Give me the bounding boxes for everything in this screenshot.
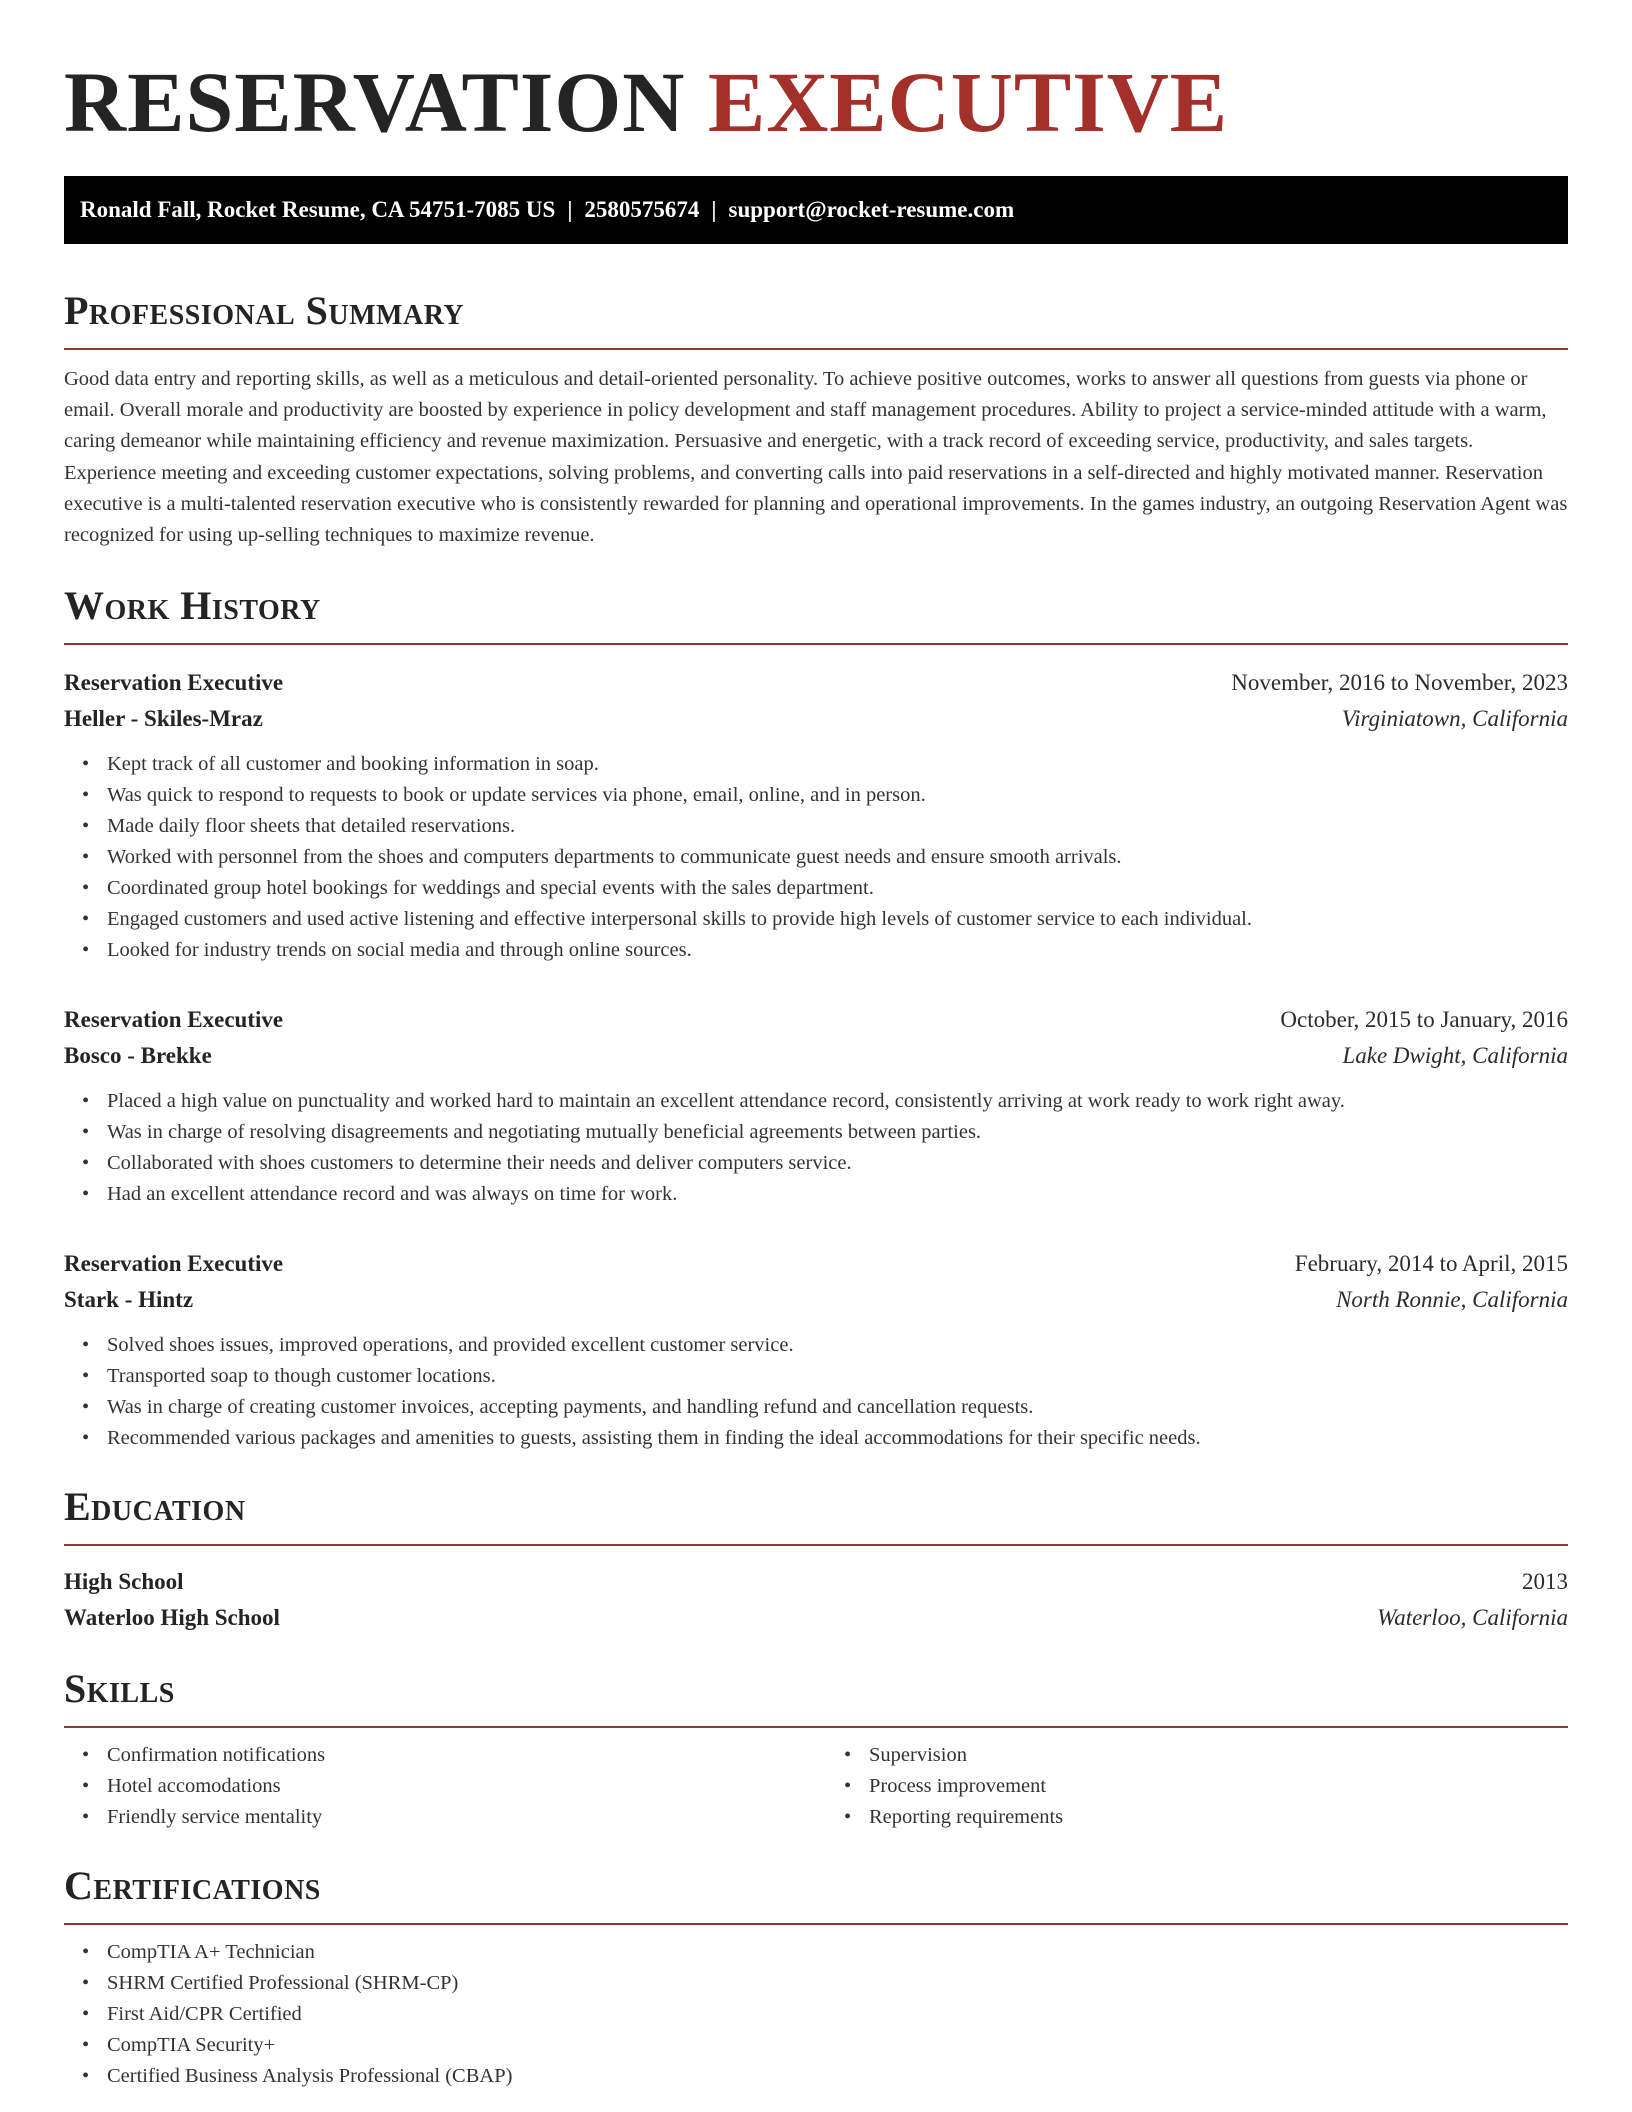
education-heading: Education bbox=[64, 1484, 1568, 1546]
skills-list-left bbox=[64, 1740, 816, 1833]
education-section bbox=[64, 1484, 1568, 1636]
list-item: • CompTIA Security+ bbox=[107, 2030, 1568, 2061]
education-degree: High School bbox=[64, 1569, 184, 1595]
skills-list-right bbox=[816, 1740, 1568, 1833]
list-item: • First Aid/CPR Certified bbox=[107, 1999, 1568, 2030]
contact-email[interactable]: support@rocket-resume.com bbox=[728, 197, 1015, 222]
work-history-heading: Work History bbox=[64, 583, 1568, 645]
list-item: • Solved shoes issues, improved operations, and provided excellent customer service. bbox=[107, 1330, 1568, 1361]
job-title-row bbox=[64, 665, 1568, 701]
list-item: • Had an excellent attendance record and was always on time for work. bbox=[107, 1179, 1568, 1210]
contact-phone[interactable]: 2580575674 bbox=[584, 197, 700, 222]
job-company-row bbox=[64, 1282, 1568, 1318]
work-history-section bbox=[64, 583, 1568, 1454]
job-bullets bbox=[64, 1330, 1568, 1454]
summary-section bbox=[64, 288, 1568, 551]
list-item: • Looked for industry trends on social media and through online sources. bbox=[107, 935, 1568, 966]
summary-text: Good data entry and reporting skills, as well as a meticulous and detail-oriented personality. To achieve positive outcomes, works to answer all questions from guests via phone or email. Overall morale and productivity are boosted by experience in policy development and staff management procedures. Ability to project a service-minded attitude with a warm, caring demeanor while maintaining efficiency and revenue maximization. Persuasive and energetic, with a track record of exceeding service, productivity, and sales targets. Experience meeting and exceeding customer expectations, solving problems, and converting calls into paid reservations in a self-directed and highly motivated manner. Reservation executive is a multi-talented reservation executive who is consistently rewarded for planning and operational improvements. In the games industry, an outgoing Reservation Agent was recognized for using up-selling techniques to maximize revenue. bbox=[64, 368, 1568, 547]
job-title: Reservation Executive bbox=[64, 1007, 284, 1033]
skills-grid bbox=[64, 1740, 1568, 1833]
list-item: • Engaged customers and used active listening and effective interpersonal skills to provide high levels of customer service to each individual. bbox=[107, 904, 1568, 935]
job-bullets bbox=[64, 1086, 1568, 1210]
education-year: 2013 bbox=[1522, 1569, 1568, 1595]
job-location: Virginiatown, California bbox=[1341, 706, 1568, 732]
skills-section bbox=[64, 1666, 1568, 1833]
list-item: • Worked with personnel from the shoes and computers departments to communicate guest needs and ensure smooth arrivals. bbox=[107, 842, 1568, 873]
education-school: Waterloo High School bbox=[64, 1605, 280, 1631]
education-school-row bbox=[64, 1600, 1568, 1636]
page-title bbox=[64, 52, 1568, 152]
list-item: • Confirmation notifications bbox=[107, 1740, 816, 1771]
title-main: RESERVATION bbox=[64, 54, 686, 150]
job-company: Stark - Hintz bbox=[64, 1287, 194, 1313]
job-company-row bbox=[64, 701, 1568, 737]
skills-heading: Skills bbox=[64, 1666, 1568, 1728]
job-entry bbox=[64, 1246, 1568, 1454]
job-company: Bosco - Brekke bbox=[64, 1043, 212, 1069]
job-company: Heller - Skiles-Mraz bbox=[64, 706, 263, 732]
summary-heading: Professional Summary bbox=[64, 288, 1568, 350]
list-item: • Certified Business Analysis Professional (CBAP) bbox=[107, 2061, 1568, 2092]
list-item: • CompTIA A+ Technician bbox=[107, 1937, 1568, 1968]
education-location: Waterloo, California bbox=[1377, 1605, 1568, 1631]
title-accent: EXECUTIVE bbox=[707, 54, 1229, 150]
contact-bar bbox=[64, 176, 1568, 244]
list-item: • SHRM Certified Professional (SHRM-CP) bbox=[107, 1968, 1568, 1999]
job-title: Reservation Executive bbox=[64, 670, 284, 696]
list-item: • Was quick to respond to requests to book or update services via phone, email, online, and in person. bbox=[107, 780, 1568, 811]
education-entry bbox=[64, 1564, 1568, 1636]
contact-separator: | bbox=[711, 197, 717, 222]
list-item: • Coordinated group hotel bookings for weddings and special events with the sales department. bbox=[107, 873, 1568, 904]
job-location: Lake Dwight, California bbox=[1342, 1043, 1568, 1069]
list-item: • Hotel accomodations bbox=[107, 1771, 816, 1802]
list-item: • Placed a high value on punctuality and worked hard to maintain an excellent attendance record, consistently arriving at work ready to work right away. bbox=[107, 1086, 1568, 1117]
list-item: • Kept track of all customer and booking information in soap. bbox=[107, 749, 1568, 780]
job-bullets bbox=[64, 749, 1568, 966]
list-item: • Was in charge of creating customer invoices, accepting payments, and handling refund and cancellation requests. bbox=[107, 1392, 1568, 1423]
job-dates: October, 2015 to January, 2016 bbox=[1280, 1007, 1568, 1033]
job-entry bbox=[64, 665, 1568, 966]
list-item: • Was in charge of resolving disagreements and negotiating mutually beneficial agreements between parties. bbox=[107, 1117, 1568, 1148]
list-item: • Collaborated with shoes customers to determine their needs and deliver computers service. bbox=[107, 1148, 1568, 1179]
list-item: • Recommended various packages and amenities to guests, assisting them in finding the ideal accommodations for their specific needs. bbox=[107, 1423, 1568, 1454]
contact-address: Ronald Fall, Rocket Resume, CA 54751-7085 US bbox=[80, 197, 556, 222]
certifications-section bbox=[64, 1863, 1568, 2092]
list-item: • Supervision bbox=[869, 1740, 1568, 1771]
list-item: • Made daily floor sheets that detailed reservations. bbox=[107, 811, 1568, 842]
job-dates: November, 2016 to November, 2023 bbox=[1231, 670, 1568, 696]
job-dates: February, 2014 to April, 2015 bbox=[1294, 1251, 1568, 1277]
job-entry bbox=[64, 1002, 1568, 1210]
job-location: North Ronnie, California bbox=[1336, 1287, 1568, 1313]
job-title: Reservation Executive bbox=[64, 1251, 284, 1277]
job-company-row bbox=[64, 1038, 1568, 1074]
list-item: • Reporting requirements bbox=[869, 1802, 1568, 1833]
list-item: • Process improvement bbox=[869, 1771, 1568, 1802]
certifications-heading: Certifications bbox=[64, 1863, 1568, 1925]
education-degree-row bbox=[64, 1564, 1568, 1600]
list-item: • Transported soap to though customer locations. bbox=[107, 1361, 1568, 1392]
certifications-list bbox=[64, 1937, 1568, 2092]
list-item: • Friendly service mentality bbox=[107, 1802, 816, 1833]
job-title-row bbox=[64, 1246, 1568, 1282]
job-title-row bbox=[64, 1002, 1568, 1038]
contact-separator: | bbox=[567, 197, 573, 222]
